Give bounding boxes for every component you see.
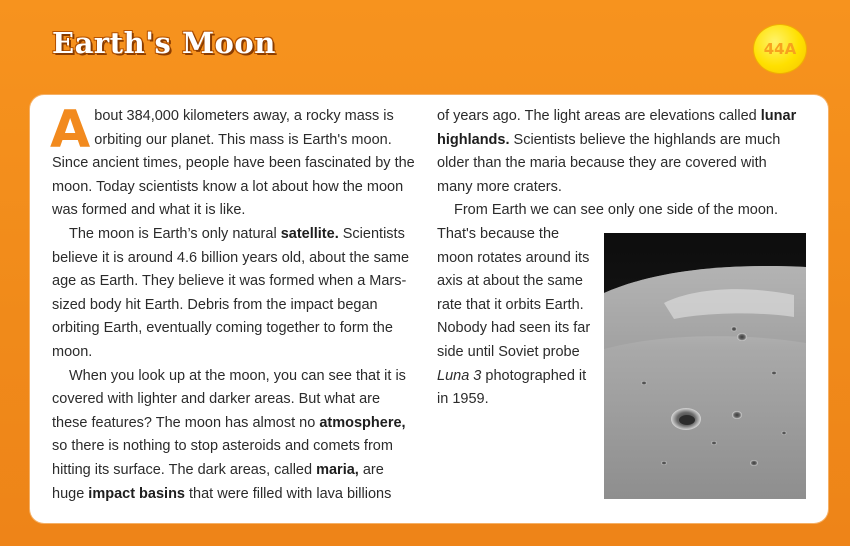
moon-surface-image	[604, 233, 806, 499]
text-span: of years ago. The light areas are elevations called	[437, 108, 761, 124]
text-span: That's because the moon rotates around its axis at about the same rate that it orbits Earth. Nobody had seen its far side until Soviet probe	[437, 225, 591, 360]
term-impact-basins: impact basins	[88, 485, 185, 502]
term-atmosphere: atmosphere,	[319, 414, 406, 431]
term-maria: maria,	[316, 461, 359, 478]
dropcap-letter: A	[50, 100, 91, 160]
content-panel	[30, 95, 828, 523]
text-span: photographed it in 1959.	[437, 367, 587, 408]
left-column	[50, 100, 417, 506]
text-span: so there is nothing to stop asteroids and comets from hitting its surface. The dark areas, called	[52, 438, 393, 478]
term-satellite: satellite.	[280, 225, 339, 242]
term-lunar-highlands: lunar highlands.	[437, 108, 797, 148]
paragraph-intro	[50, 100, 417, 223]
paragraph-far-side	[437, 223, 597, 412]
page-badge	[754, 25, 806, 73]
text-span: Scientists believe the highlands are much older than the maria because they are covered with many more craters.	[437, 131, 781, 195]
text-span: are huge	[52, 461, 384, 502]
moon-surface-graphic	[604, 233, 806, 499]
paragraph-features-cont	[437, 105, 802, 199]
text-span: When you look up at the moon, you can see that it is covered with lighter and darker areas. But what are these features? The moon has almost no	[52, 367, 406, 431]
text-span: The moon is Earth’s only natural	[69, 225, 281, 242]
page-title: Earth's Moon	[52, 26, 276, 60]
paragraph-satellite	[52, 223, 417, 365]
probe-name: Luna 3	[437, 367, 482, 384]
text-span: Scientists believe it is around 4.6 billion years old, about the same age as Earth. They believe it was formed when a Mars-sized body hit Earth. Debris from the impact began orbiting Earth, eventually coming together to form the moon.	[52, 225, 410, 360]
badge-label: 44A	[763, 40, 797, 58]
paragraph-features	[52, 365, 417, 507]
intro-text: bout 384,000 kilometers away, a rocky mass is orbiting our planet. This mass is Earth's moon. Since ancient times, people have been fascinated by the moon. Today scientists know a lot about how the moon was formed and what it is like.	[52, 108, 415, 219]
text-span: that were filled with lava billions	[185, 485, 392, 502]
paragraph-far-side-lead: From Earth we can see only one side of the moon.	[454, 202, 779, 219]
